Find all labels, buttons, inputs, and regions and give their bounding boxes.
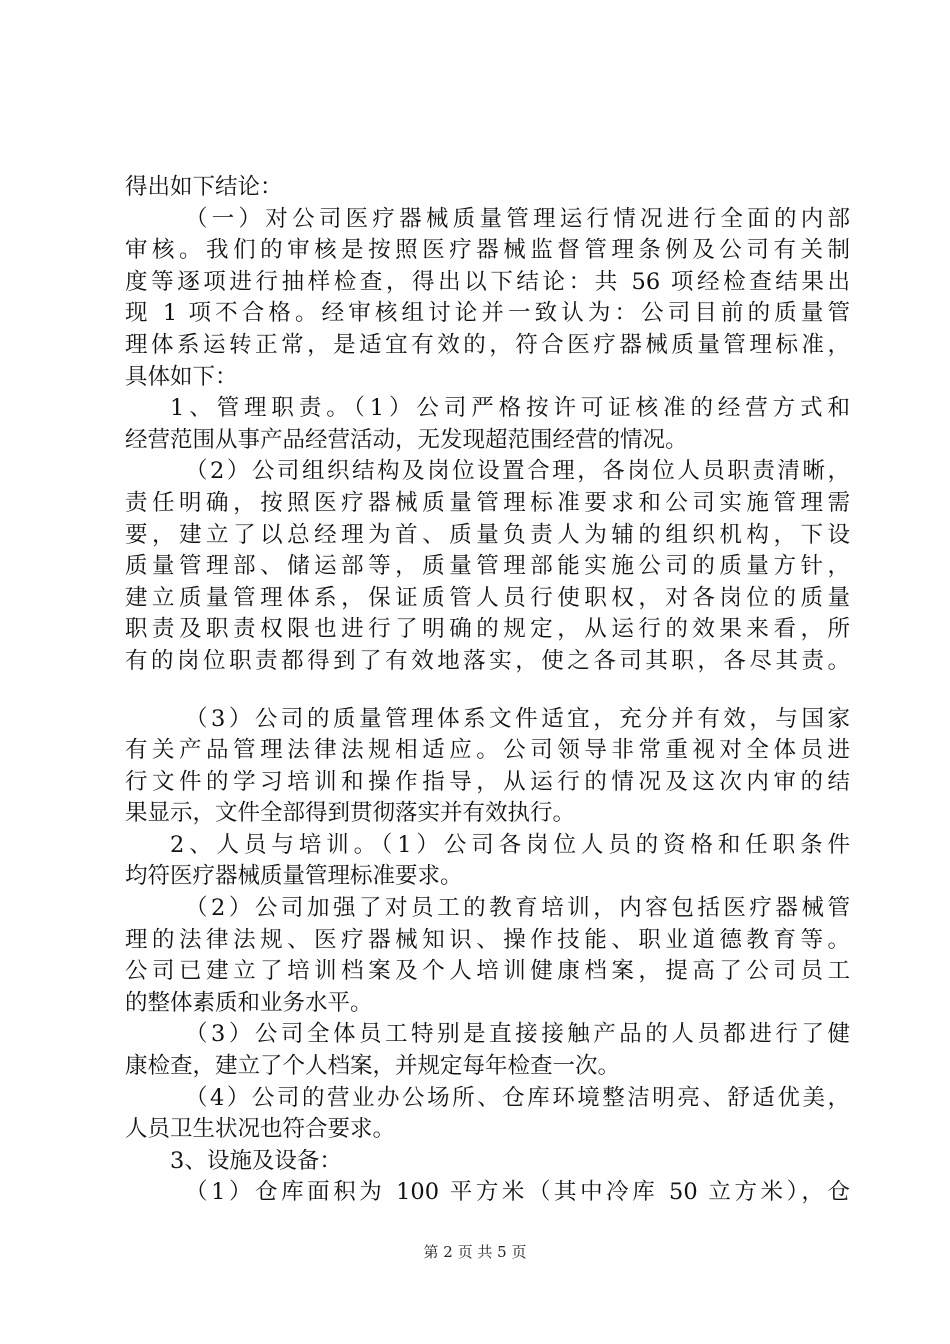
text-line: 质量管理部、储运部等，质量管理部能实施公司的质量方针， xyxy=(125,553,850,580)
text-line: 职责及职责权限也进行了明确的规定，从运行的效果来看，所 xyxy=(125,616,850,643)
text-line: 审核。我们的审核是按照医疗器械监督管理条例及公司有关制 xyxy=(125,237,850,264)
text-line: 建立质量管理体系，保证质管人员行使职权，对各岗位的质量 xyxy=(125,584,850,611)
text-line: 人员卫生状况也符合要求。 xyxy=(125,1116,396,1143)
text-line: 责任明确，按照医疗器械质量管理标准要求和公司实施管理需 xyxy=(125,489,850,516)
text-line: 理体系运转正常，是适宜有效的，符合医疗器械质量管理标准， xyxy=(125,331,850,358)
text-line: （2）公司加强了对员工的教育培训，内容包括医疗器械管 xyxy=(185,895,850,922)
text-line: （3）公司的质量管理体系文件适宜，充分并有效，与国家 xyxy=(185,705,850,732)
text-line: （4）公司的营业办公场所、仓库环境整洁明亮、舒适优美， xyxy=(185,1084,850,1111)
text-line: 理的法律法规、医疗器械知识、操作技能、职业道德教育等。 xyxy=(125,926,850,953)
text-line: （3）公司全体员工特别是直接接触产品的人员都进行了健 xyxy=(185,1021,850,1048)
text-line: （一）对公司医疗器械质量管理运行情况进行全面的内部 xyxy=(185,205,850,232)
text-line: 得出如下结论： xyxy=(125,174,283,200)
text-line: 具体如下： xyxy=(125,363,238,390)
text-line: （2）公司组织结构及岗位设置合理，各岗位人员职责清晰， xyxy=(185,458,850,485)
text-line: 2、人员与培训。（1）公司各岗位人员的资格和任职条件 xyxy=(170,831,850,858)
paragraph-gap xyxy=(125,678,850,704)
text-line: 均符医疗器械质量管理标准要求。 xyxy=(125,863,463,890)
page-footer: 第 2 页 共 5 页 xyxy=(423,1243,527,1261)
document-body xyxy=(125,172,850,1209)
text-line: 要，建立了以总经理为首、质量负责人为辅的组织机构，下设 xyxy=(125,521,850,548)
text-line: 康检查，建立了个人档案，并规定每年检查一次。 xyxy=(125,1053,621,1080)
text-line: 有关产品管理法律法规相适应。公司领导非常重视对全体员进 xyxy=(125,737,850,764)
text-line: 现 1 项不合格。经审核组讨论并一致认为：公司目前的质量管 xyxy=(125,300,850,327)
text-line: 的整体素质和业务水平。 xyxy=(125,989,373,1016)
text-line: 行文件的学习培训和操作指导，从运行的情况及这次内审的结 xyxy=(125,768,850,795)
text-line: 果显示，文件全部得到贯彻落实并有效执行。 xyxy=(125,800,576,827)
text-line: （1）仓库面积为 100 平方米（其中冷库 50 立方米），仓 xyxy=(185,1179,850,1206)
text-line: 1、管理职责。（1）公司严格按许可证核准的经营方式和 xyxy=(170,395,850,422)
text-line: 3、设施及设备： xyxy=(170,1147,342,1174)
text-line: 公司已建立了培训档案及个人培训健康档案，提高了公司员工 xyxy=(125,958,850,985)
text-line: 有的岗位职责都得到了有效地落实，使之各司其职，各尽其责。 xyxy=(125,647,850,674)
text-line: 度等逐项进行抽样检查，得出以下结论：共 56 项经检查结果出 xyxy=(125,268,850,295)
text-line: 经营范围从事产品经营活动，无发现超范围经营的情况。 xyxy=(125,426,688,453)
